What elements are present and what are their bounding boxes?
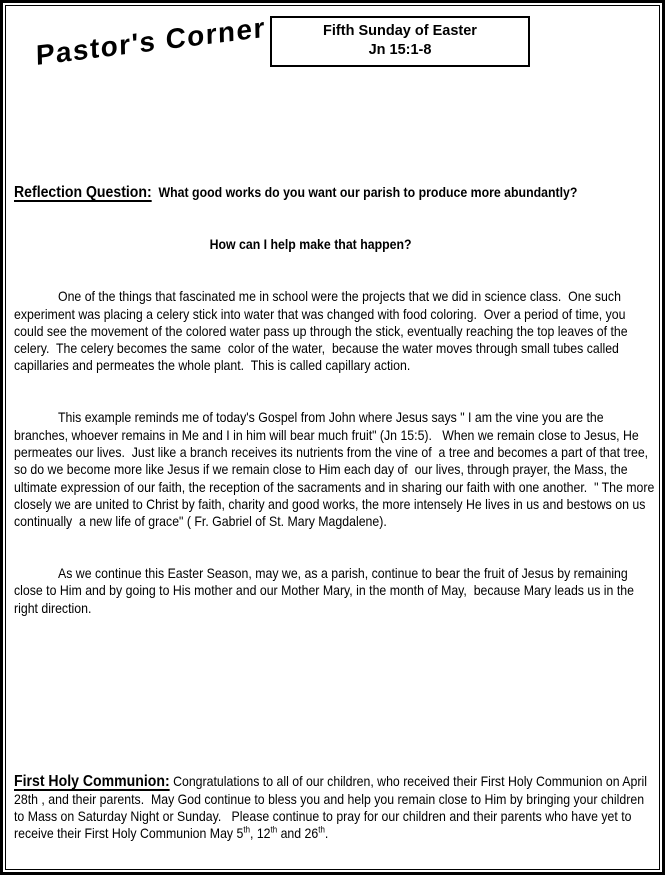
first-communion-body: . (324, 825, 329, 842)
feast-box (270, 16, 530, 67)
reflection-question-line (14, 184, 656, 201)
bulletin-header (14, 10, 651, 98)
reflection-question-2: How can I help make that happen? (209, 236, 412, 253)
bulletin-inner-frame (5, 5, 660, 870)
section-gap (14, 703, 656, 721)
ordinal-superscript: th (270, 824, 278, 835)
feast-reading: Jn 15:1-8 (368, 42, 432, 58)
reflection-paragraph-2: This example reminds me of today's Gospel from John where Jesus says " I am the vine you are the branches, whoever remains in Me and I in him will bear much fruit" (Jn 15:5). When we remain close to Jesus, He permeates our lives. Just like a branch receives its nutrients from the vine of a tree and becomes a part of that tree, so do we become more like Jesus if we remain close to Him each day of our lives, through prayer, the Mass, the ultimate expression of our faith, the reception of the sacraments and in sharing our faith with one another. " The more closely we are united to Christ by faith, charity and good works, the more intensely He lives in us and bestows on us continually a new life of grace" ( Fr. Gabriel of St. Mary Magdalene). (14, 409, 658, 530)
reflection-heading: Reflection Question: (14, 184, 152, 202)
bulletin-body (14, 98, 656, 870)
first-communion-body: Congratulations to all of our children, who received their First Holy Communion on April 28th , and their parents. May God continue to bless you and help you remain close to Him by bringing your children to Mass on Saturday Night or Sunday. Please continue to pray for our children and their parents who have yet to receive their First Holy Communion May 5 (14, 773, 651, 842)
reflection-paragraph-3: As we continue this Easter Season, may we, as a parish, continue to bear the fruit of Jesus by remaining close to Him and by going to His mother and our Mother Mary, in the month of May, because Mary leads us in the right direction. (14, 565, 638, 616)
ordinal-superscript: th (243, 824, 250, 835)
section-first-communion (14, 773, 656, 842)
reflection-paragraph-1: One of the things that fascinated me in school were the projects that we did in science class. One such experiment was placing a celery stick into water that was changed with food coloring. Over a period of time, you could see the movement of the colored water pass up through the stick, eventually reaching the top leaves of the celery. The celery becomes the same color of the water, because the water moves through small tubes called capillaries and permeates the whole plant. This is called capillary action. (14, 288, 632, 374)
first-communion-heading: First Holy Communion: (14, 773, 170, 791)
first-communion-body: , 12 (249, 825, 271, 842)
ordinal-superscript: th (318, 824, 325, 835)
page-title: Pastor's Corner (35, 11, 266, 72)
feast-title: Fifth Sunday of Easter (323, 23, 477, 39)
section-reflection (14, 150, 656, 652)
reflection-question-1: What good works do you want our parish to produce more abundantly? (151, 184, 578, 201)
first-communion-body: and 26 (277, 825, 319, 842)
